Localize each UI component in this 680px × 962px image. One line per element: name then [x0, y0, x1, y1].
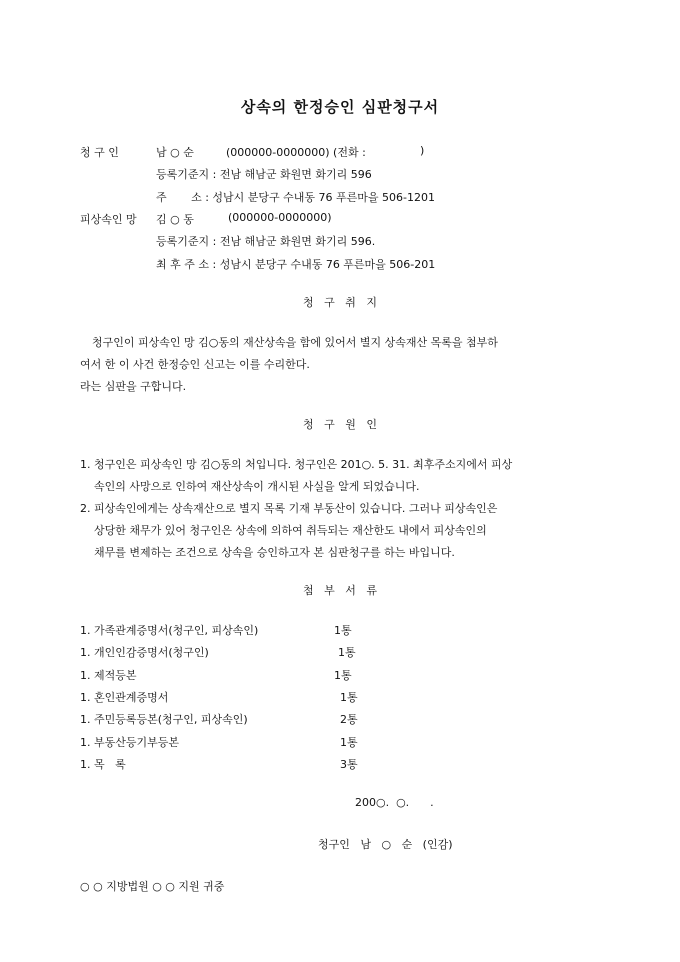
- purpose-line-2: 여서 한 이 사건 한정승인 신고는 이를 수리한다.: [80, 358, 310, 371]
- attachment-name: 1. 주민등록등본(청구인, 피상속인): [80, 713, 248, 726]
- document-title: 상속의 한정승인 심판청구서: [240, 98, 440, 116]
- decedent-address: 최 후 주 소 : 성남시 분당구 수내동 76 푸른마을 506-201: [156, 258, 436, 271]
- attachment-name: 1. 가족관계증명서(청구인, 피상속인): [80, 624, 259, 637]
- claimant-name: 남 ○ 순: [156, 146, 194, 159]
- attachment-count: 1통: [340, 691, 358, 704]
- attachments-heading: 첨 부 서 류: [303, 584, 377, 597]
- attachment-count: 3통: [340, 758, 358, 771]
- attachment-name: 1. 목 록: [80, 758, 126, 771]
- attachment-name: 1. 개인인감증명서(청구인): [80, 646, 209, 659]
- filing-date: 200○. ○. .: [355, 796, 434, 809]
- attachment-count: 1통: [338, 646, 356, 659]
- decedent-label: 피상속인 망: [80, 213, 137, 226]
- purpose-heading: 청 구 취 지: [303, 296, 377, 309]
- decedent-name: 김 ○ 동: [156, 213, 194, 226]
- attachment-name: 1. 혼인관계증명서: [80, 691, 169, 704]
- claimant-signature: 청구인 남 ○ 순 (인감): [318, 838, 453, 851]
- cause-item-2-line-3: 채무를 변제하는 조건으로 상속을 승인하고자 본 심판청구를 하는 바입니다.: [94, 546, 455, 559]
- attachment-name: 1. 부동산등기부등본: [80, 736, 179, 749]
- cause-item-1-line-2: 속인의 사망으로 인하여 재산상속이 개시된 사실을 알게 되었습니다.: [94, 480, 420, 493]
- claimant-label: 청 구 인: [80, 146, 119, 159]
- attachment-count: 2통: [340, 713, 358, 726]
- attachment-name: 1. 제적등본: [80, 669, 137, 682]
- decedent-id: (000000-0000000): [228, 211, 332, 224]
- decedent-domicile: 등록기준지 : 전남 해남군 화원면 화기리 596.: [156, 235, 376, 248]
- claimant-id: (000000-0000000) (전화 :: [226, 146, 366, 159]
- cause-item-2-line-2: 상당한 채무가 있어 청구인은 상속에 의하여 취득되는 재산한도 내에서 피상속인의: [94, 524, 487, 537]
- attachment-count: 1통: [340, 736, 358, 749]
- cause-item-1-line-1: 1. 청구인은 피상속인 망 김○동의 처입니다. 청구인은 201○. 5. 31. 최후주소지에서 피상: [80, 458, 513, 471]
- cause-heading: 청 구 원 인: [303, 418, 377, 431]
- claimant-domicile: 등록기준지 : 전남 해남군 화원면 화기리 596: [156, 168, 372, 181]
- claimant-phone-close: ): [420, 144, 425, 157]
- purpose-line-3: 라는 심판을 구합니다.: [80, 380, 187, 393]
- court-addressee: ○ ○ 지방법원 ○ ○ 지원 귀중: [80, 880, 225, 893]
- attachment-count: 1통: [334, 624, 352, 637]
- purpose-line-1: 청구인이 피상속인 망 김○동의 재산상속을 함에 있어서 별지 상속재산 목록을 첨부하: [92, 336, 498, 349]
- claimant-address: 주 소 : 성남시 분당구 수내동 76 푸른마을 506-1201: [156, 191, 436, 204]
- cause-item-2-line-1: 2. 피상속인에게는 상속재산으로 별지 목록 기재 부동산이 있습니다. 그러나 피상속인은: [80, 502, 498, 515]
- attachment-count: 1통: [334, 669, 352, 682]
